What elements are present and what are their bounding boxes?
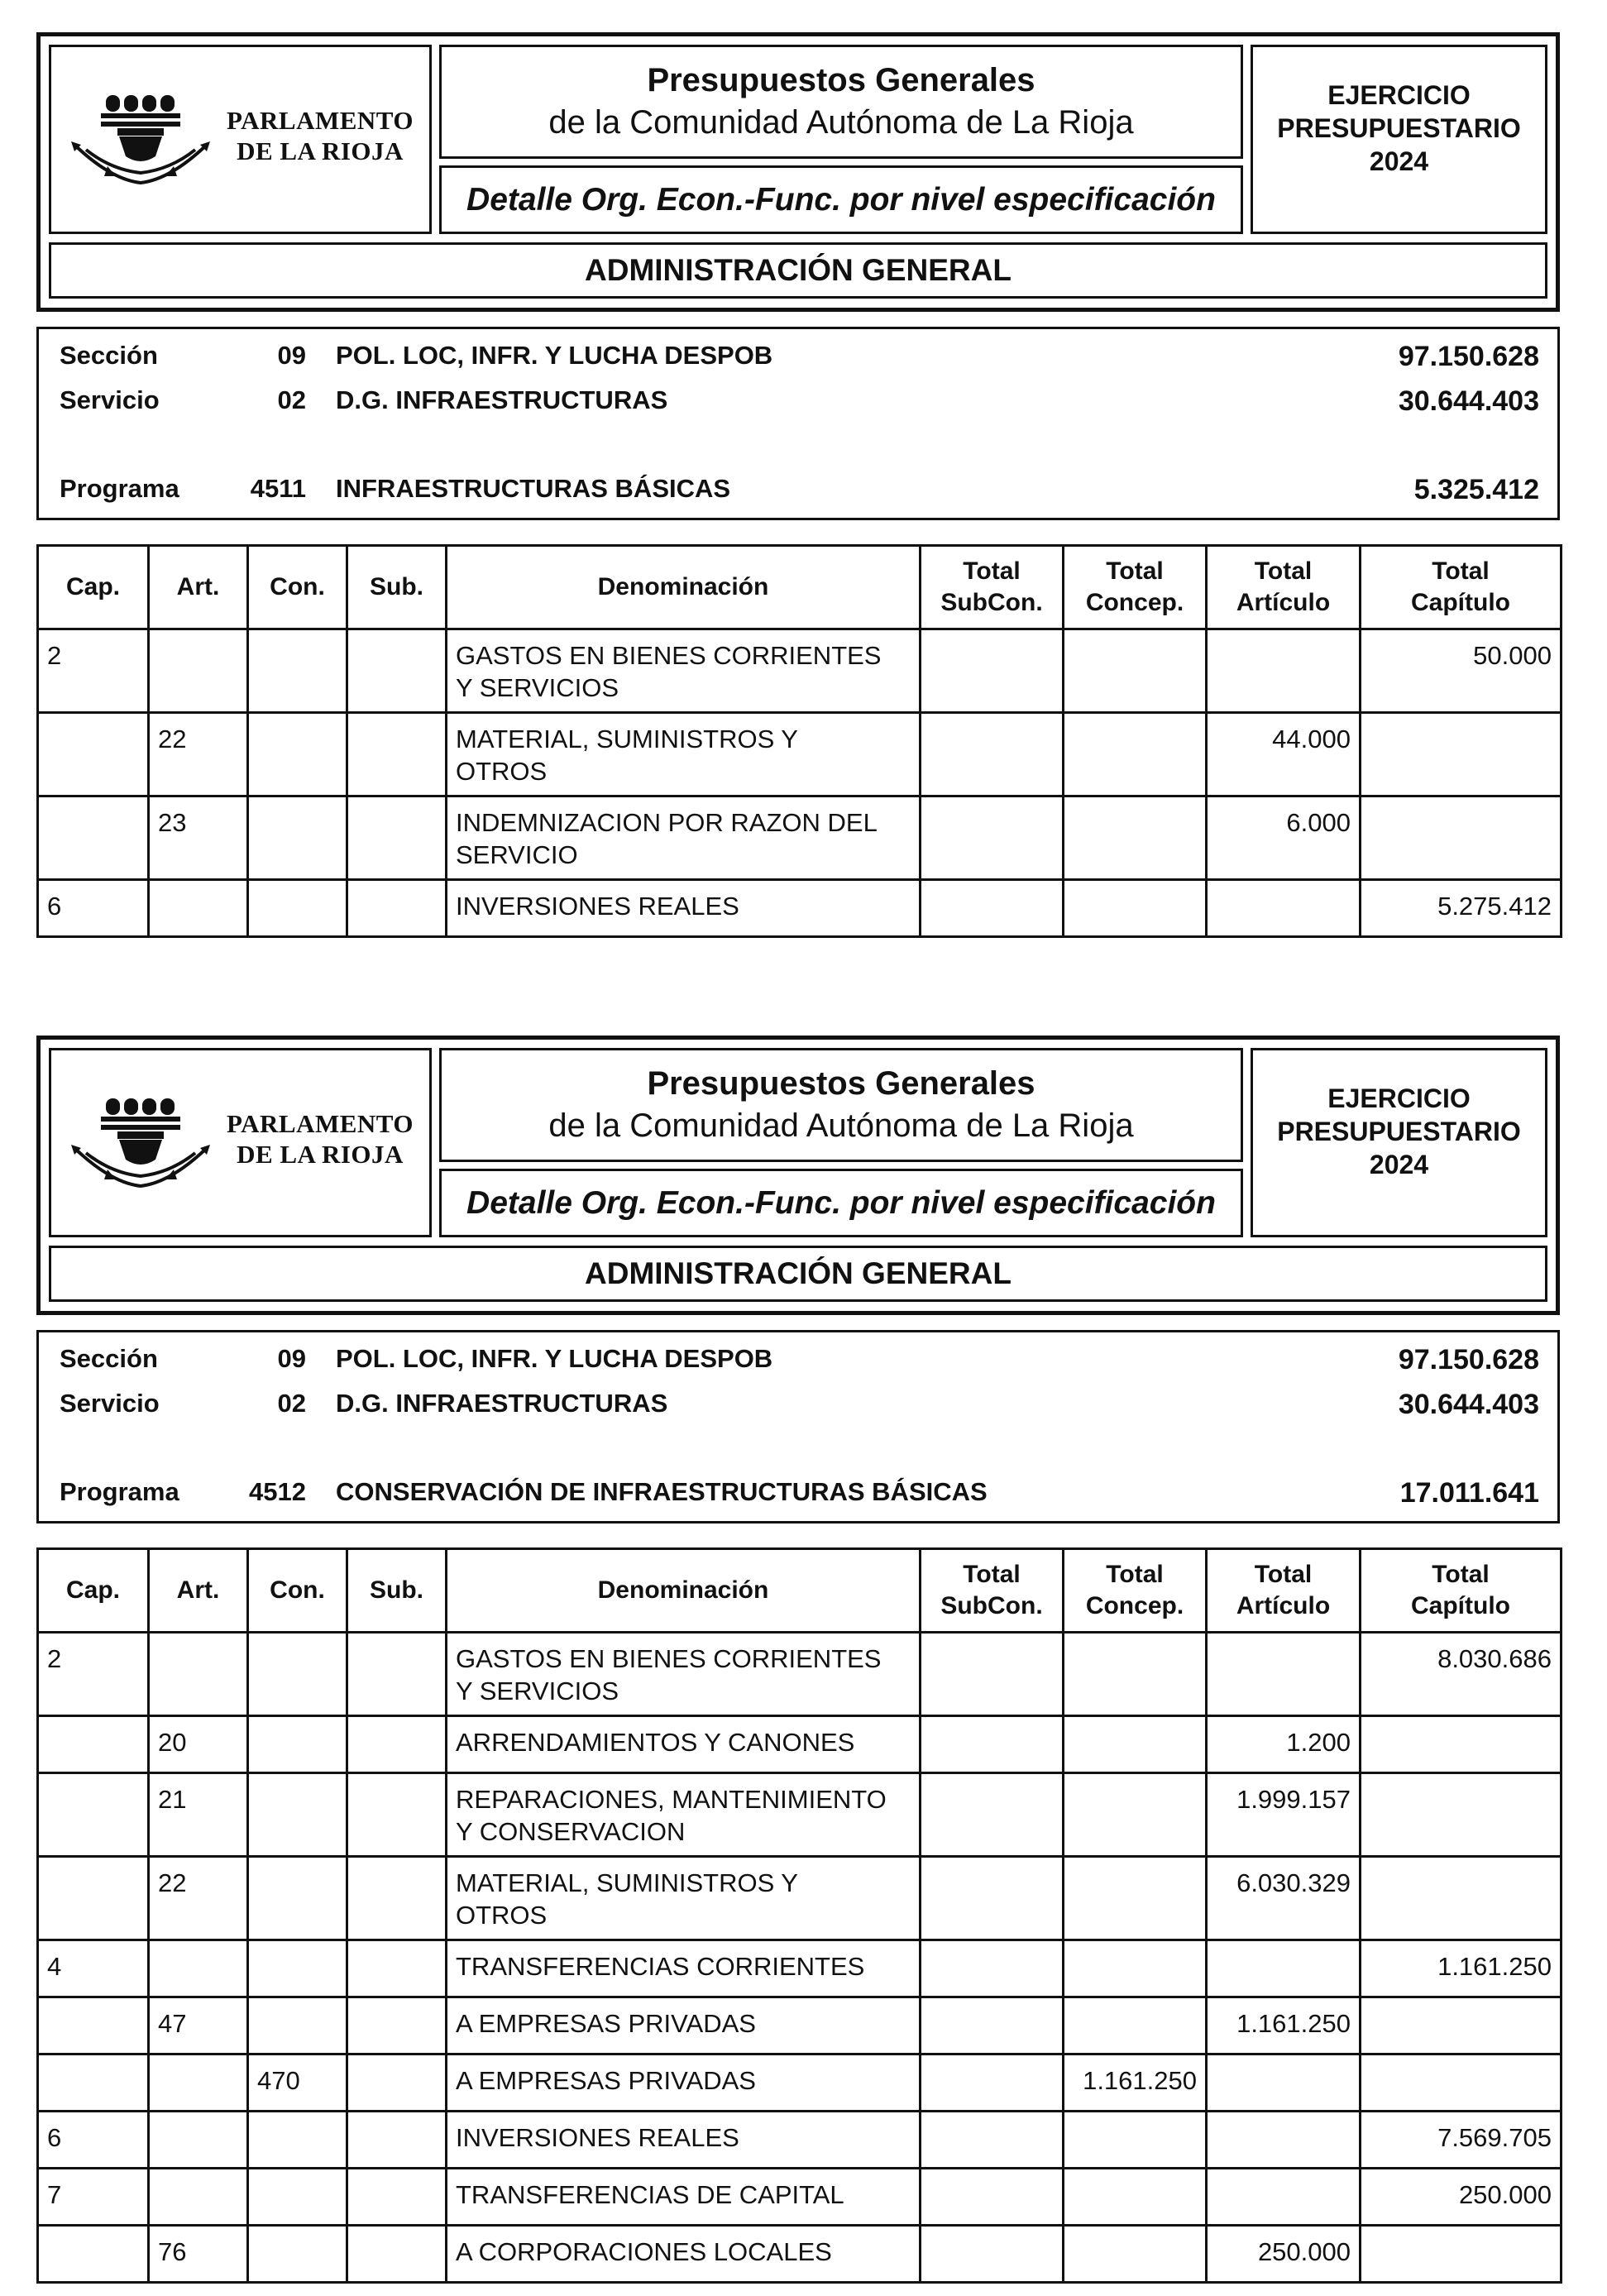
admin-heading: ADMINISTRACIÓN GENERAL [49, 1246, 1547, 1302]
table-header-row [38, 546, 1562, 629]
denominacion-line-1: A EMPRESAS PRIVADAS [456, 2009, 756, 2038]
col-denominacion: Denominación [447, 1549, 921, 1633]
programa-amount: 5.325.412 [1413, 474, 1539, 505]
programa-name: CONSERVACIÓN DE INFRAESTRUCTURAS BÁSICAS [336, 1477, 988, 1506]
cell-sub [347, 2226, 447, 2283]
logo-text-line-2: DE LA RIOJA [237, 136, 404, 165]
col-con: Con. [248, 1549, 347, 1633]
cell-sub [347, 2054, 447, 2112]
cell-den [447, 1940, 921, 1997]
col-sub: Sub. [347, 1549, 447, 1633]
cell-con [248, 796, 347, 880]
cell-capitulo [1361, 2226, 1562, 2283]
cell-concep: 1.161.250 [1064, 2054, 1207, 2112]
cell-den [447, 1716, 921, 1773]
cell-art [149, 2112, 248, 2169]
cell-sub [347, 2169, 447, 2226]
servicio-label: Servicio [60, 385, 160, 414]
cell-sub [347, 1773, 447, 1857]
parlamento-logo-icon [69, 1093, 218, 1197]
seccion-name: POL. LOC, INFR. Y LUCHA DESPOB [336, 341, 773, 370]
cell-cap [38, 2226, 149, 2283]
cell-concep [1064, 713, 1207, 796]
col-total-concep: Total Concep. [1064, 1549, 1207, 1633]
document-title-line-2: de la Comunidad Autónoma de La Rioja [548, 1107, 1134, 1144]
table-row [38, 796, 1562, 880]
seccion-amount: 97.150.628 [1398, 1344, 1539, 1375]
cell-articulo [1207, 1940, 1361, 1997]
cell-articulo: 1.999.157 [1207, 1773, 1361, 1857]
col-sub: Sub. [347, 546, 447, 629]
servicio-row [39, 385, 1557, 419]
cell-cap: 2 [38, 1633, 149, 1716]
cell-den [447, 713, 921, 796]
presupuestario-label: PRESUPUESTARIO [1277, 1116, 1521, 1146]
cell-concep [1064, 1940, 1207, 1997]
cell-articulo: 6.000 [1207, 796, 1361, 880]
cell-subcon [921, 1997, 1064, 2054]
denominacion-line-1: A EMPRESAS PRIVADAS [456, 2066, 756, 2095]
section-info-box [36, 1330, 1560, 1523]
programa-amount: 17.011.641 [1399, 1477, 1539, 1509]
cell-capitulo [1361, 713, 1562, 796]
denominacion-line-1: INDEMNIZACION POR RAZON DEL [456, 808, 878, 837]
logo-box [49, 45, 432, 234]
document-subtitle: Detalle Org. Econ.-Func. por nivel especificación [439, 165, 1243, 234]
cell-art [149, 629, 248, 713]
programa-name: INFRAESTRUCTURAS BÁSICAS [336, 474, 731, 503]
cell-subcon [921, 1716, 1064, 1773]
cell-den [447, 1997, 921, 2054]
seccion-code: 09 [277, 341, 306, 370]
cell-sub [347, 713, 447, 796]
table-row [38, 2169, 1562, 2226]
cell-subcon [921, 2054, 1064, 2112]
logo-text-line-1: PARLAMENTO [226, 106, 414, 135]
denominacion-line-1: A CORPORACIONES LOCALES [456, 2237, 832, 2266]
cell-art: 21 [149, 1773, 248, 1857]
cell-concep [1064, 1773, 1207, 1857]
parlamento-logo-icon [69, 90, 218, 194]
logo-text-line-2: DE LA RIOJA [237, 1140, 404, 1169]
cell-art [149, 1940, 248, 1997]
table-row [38, 629, 1562, 713]
cell-articulo: 250.000 [1207, 2226, 1361, 2283]
cell-sub [347, 1857, 447, 1940]
denominacion-line-1: TRANSFERENCIAS CORRIENTES [456, 1952, 865, 1981]
denominacion-line-2: SERVICIO [456, 840, 578, 869]
cell-subcon [921, 1940, 1064, 1997]
cell-art: 23 [149, 796, 248, 880]
cell-capitulo [1361, 1997, 1562, 2054]
cell-capitulo: 250.000 [1361, 2169, 1562, 2226]
document-title: Presupuestos Generales [647, 1065, 1035, 1102]
cell-art: 20 [149, 1716, 248, 1773]
cell-con [248, 2112, 347, 2169]
cell-sub [347, 880, 447, 937]
table-row [38, 2226, 1562, 2283]
cell-den [447, 1857, 921, 1940]
cell-capitulo: 1.161.250 [1361, 1940, 1562, 1997]
cell-articulo [1207, 1633, 1361, 1716]
denominacion-line-1: TRANSFERENCIAS DE CAPITAL [456, 2180, 844, 2209]
programa-label: Programa [60, 1477, 179, 1506]
cell-con: 470 [248, 2054, 347, 2112]
cell-art [149, 880, 248, 937]
budget-block-1 [36, 32, 1560, 942]
cell-cap [38, 796, 149, 880]
cell-cap [38, 1997, 149, 2054]
cell-concep [1064, 629, 1207, 713]
cell-capitulo: 50.000 [1361, 629, 1562, 713]
col-art: Art. [149, 546, 248, 629]
cell-con [248, 2226, 347, 2283]
servicio-name: D.G. INFRAESTRUCTURAS [336, 1389, 668, 1418]
servicio-amount: 30.644.403 [1398, 385, 1539, 417]
servicio-code: 02 [277, 1389, 306, 1418]
cell-sub [347, 629, 447, 713]
ejercicio-label: EJERCICIO [1327, 1083, 1471, 1113]
logo-text-line-1: PARLAMENTO [226, 1109, 414, 1138]
cell-concep [1064, 1633, 1207, 1716]
col-cap: Cap. [38, 1549, 149, 1633]
cell-sub [347, 796, 447, 880]
cell-articulo [1207, 2054, 1361, 2112]
programa-code: 4512 [249, 1477, 306, 1506]
title-box [439, 1048, 1243, 1162]
ejercicio-year: 2024 [1369, 1149, 1429, 1179]
cell-sub [347, 1716, 447, 1773]
cell-cap: 6 [38, 2112, 149, 2169]
document-title: Presupuestos Generales [647, 62, 1035, 98]
table-row [38, 713, 1562, 796]
cell-concep [1064, 1997, 1207, 2054]
section-info-box [36, 327, 1560, 520]
document-title-line-2: de la Comunidad Autónoma de La Rioja [548, 104, 1134, 141]
cell-cap: 7 [38, 2169, 149, 2226]
cell-capitulo: 7.569.705 [1361, 2112, 1562, 2169]
cell-capitulo [1361, 1716, 1562, 1773]
denominacion-line-1: MATERIAL, SUMINISTROS Y [456, 1868, 798, 1897]
cell-cap [38, 1716, 149, 1773]
cell-den [447, 2169, 921, 2226]
cell-subcon [921, 1633, 1064, 1716]
servicio-row [39, 1389, 1557, 1422]
denominacion-line-2: OTROS [456, 1901, 548, 1930]
cell-capitulo: 8.030.686 [1361, 1633, 1562, 1716]
cell-concep [1064, 880, 1207, 937]
col-total-capitulo: Total Capítulo [1361, 546, 1562, 629]
cell-concep [1064, 1716, 1207, 1773]
cell-capitulo [1361, 796, 1562, 880]
denominacion-line-1: GASTOS EN BIENES CORRIENTES [456, 641, 882, 670]
col-art: Art. [149, 1549, 248, 1633]
table-row [38, 1857, 1562, 1940]
cell-con [248, 1997, 347, 2054]
seccion-label: Sección [60, 341, 158, 370]
servicio-code: 02 [277, 385, 306, 414]
col-total-articulo: Total Artículo [1207, 1549, 1361, 1633]
cell-den [447, 2112, 921, 2169]
document-header [36, 32, 1560, 312]
denominacion-line-1: REPARACIONES, MANTENIMIENTO [456, 1785, 887, 1814]
cell-den [447, 2226, 921, 2283]
col-total-capitulo: Total Capítulo [1361, 1549, 1562, 1633]
cell-con [248, 1940, 347, 1997]
cell-concep [1064, 2169, 1207, 2226]
denominacion-line-1: GASTOS EN BIENES CORRIENTES [456, 1644, 882, 1673]
document-subtitle: Detalle Org. Econ.-Func. por nivel especificación [439, 1169, 1243, 1237]
cell-cap: 6 [38, 880, 149, 937]
cell-art [149, 2169, 248, 2226]
col-total-subcon: Total SubCon. [921, 546, 1064, 629]
cell-articulo [1207, 629, 1361, 713]
cell-capitulo [1361, 1773, 1562, 1857]
denominacion-line-1: ARRENDAMIENTOS Y CANONES [456, 1728, 855, 1757]
logo-text [221, 1108, 419, 1170]
cell-subcon [921, 796, 1064, 880]
budget-table [36, 1547, 1562, 2284]
col-total-subcon: Total SubCon. [921, 1549, 1064, 1633]
cell-concep [1064, 796, 1207, 880]
cell-concep [1064, 1857, 1207, 1940]
budget-block-2 [36, 1036, 1560, 2276]
denominacion-line-2: Y SERVICIOS [456, 1677, 619, 1705]
servicio-name: D.G. INFRAESTRUCTURAS [336, 385, 668, 414]
servicio-amount: 30.644.403 [1398, 1389, 1539, 1420]
table-header-row [38, 1549, 1562, 1633]
cell-con [248, 1773, 347, 1857]
denominacion-line-2: Y SERVICIOS [456, 673, 619, 702]
cell-sub [347, 1633, 447, 1716]
cell-den [447, 880, 921, 937]
cell-subcon [921, 2112, 1064, 2169]
cell-den [447, 1773, 921, 1857]
denominacion-line-1: INVERSIONES REALES [456, 2123, 739, 2152]
programa-row [39, 1477, 1557, 1510]
cell-con [248, 880, 347, 937]
table-row [38, 2054, 1562, 2112]
cell-cap [38, 1857, 149, 1940]
cell-subcon [921, 2169, 1064, 2226]
cell-den [447, 796, 921, 880]
cell-cap: 4 [38, 1940, 149, 1997]
seccion-code: 09 [277, 1344, 306, 1373]
table-row [38, 1773, 1562, 1857]
seccion-row [39, 1344, 1557, 1377]
cell-sub [347, 2112, 447, 2169]
col-total-articulo: Total Artículo [1207, 546, 1361, 629]
cell-articulo [1207, 2169, 1361, 2226]
ejercicio-box [1251, 1048, 1547, 1237]
cell-cap [38, 1773, 149, 1857]
programa-row [39, 474, 1557, 507]
cell-sub [347, 1997, 447, 2054]
servicio-label: Servicio [60, 1389, 160, 1418]
cell-art: 22 [149, 713, 248, 796]
ejercicio-box [1251, 45, 1547, 234]
programa-code: 4511 [250, 474, 306, 503]
cell-subcon [921, 1857, 1064, 1940]
cell-art [149, 2054, 248, 2112]
budget-table [36, 544, 1562, 938]
denominacion-line-2: OTROS [456, 757, 548, 786]
cell-con [248, 2169, 347, 2226]
cell-articulo [1207, 880, 1361, 937]
table-row [38, 1716, 1562, 1773]
cell-den [447, 2054, 921, 2112]
cell-articulo [1207, 2112, 1361, 2169]
cell-art [149, 1633, 248, 1716]
cell-subcon [921, 1773, 1064, 1857]
cell-con [248, 1857, 347, 1940]
col-con: Con. [248, 546, 347, 629]
cell-den [447, 629, 921, 713]
cell-cap [38, 2054, 149, 2112]
cell-articulo: 1.161.250 [1207, 1997, 1361, 2054]
cell-cap [38, 713, 149, 796]
cell-con [248, 1633, 347, 1716]
seccion-label: Sección [60, 1344, 158, 1373]
col-cap: Cap. [38, 546, 149, 629]
seccion-row [39, 341, 1557, 374]
seccion-amount: 97.150.628 [1398, 341, 1539, 372]
programa-label: Programa [60, 474, 179, 503]
document-header [36, 1036, 1560, 1315]
cell-articulo: 1.200 [1207, 1716, 1361, 1773]
col-total-concep: Total Concep. [1064, 546, 1207, 629]
cell-subcon [921, 880, 1064, 937]
cell-art: 76 [149, 2226, 248, 2283]
logo-box [49, 1048, 432, 1237]
table-row [38, 1633, 1562, 1716]
cell-art: 47 [149, 1997, 248, 2054]
cell-art: 22 [149, 1857, 248, 1940]
table-row [38, 1997, 1562, 2054]
logo-text [221, 105, 419, 166]
denominacion-line-1: MATERIAL, SUMINISTROS Y [456, 725, 798, 753]
cell-subcon [921, 629, 1064, 713]
col-denominacion: Denominación [447, 546, 921, 629]
cell-capitulo: 5.275.412 [1361, 880, 1562, 937]
cell-concep [1064, 2112, 1207, 2169]
admin-heading: ADMINISTRACIÓN GENERAL [49, 242, 1547, 299]
cell-cap: 2 [38, 629, 149, 713]
cell-sub [347, 1940, 447, 1997]
cell-articulo: 44.000 [1207, 713, 1361, 796]
cell-articulo: 6.030.329 [1207, 1857, 1361, 1940]
denominacion-line-1: INVERSIONES REALES [456, 892, 739, 921]
cell-den [447, 1633, 921, 1716]
table-row [38, 1940, 1562, 1997]
cell-con [248, 713, 347, 796]
cell-concep [1064, 2226, 1207, 2283]
table-row [38, 880, 1562, 937]
ejercicio-label: EJERCICIO [1327, 79, 1471, 110]
cell-subcon [921, 2226, 1064, 2283]
presupuestario-label: PRESUPUESTARIO [1277, 112, 1521, 143]
ejercicio-year: 2024 [1369, 146, 1429, 176]
seccion-name: POL. LOC, INFR. Y LUCHA DESPOB [336, 1344, 773, 1373]
cell-con [248, 1716, 347, 1773]
cell-capitulo [1361, 2054, 1562, 2112]
cell-subcon [921, 713, 1064, 796]
title-box [439, 45, 1243, 159]
cell-con [248, 629, 347, 713]
table-row [38, 2112, 1562, 2169]
cell-capitulo [1361, 1857, 1562, 1940]
denominacion-line-2: Y CONSERVACION [456, 1817, 686, 1846]
